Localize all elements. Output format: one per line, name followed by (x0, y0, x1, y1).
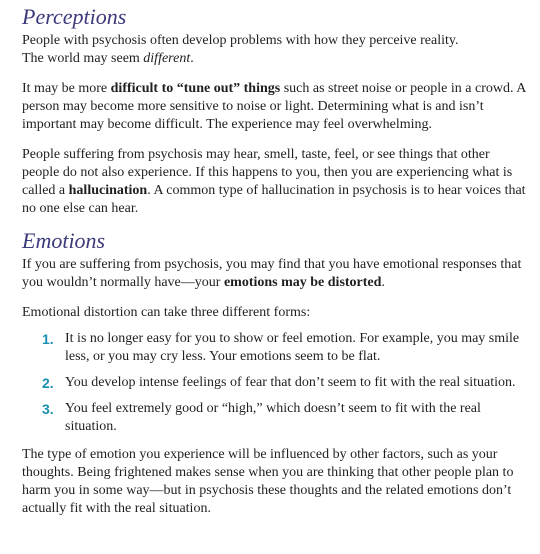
perceptions-p2-bold: difficult to “tune out” things (110, 81, 281, 96)
perceptions-p1-text-2: The world may seem (22, 51, 144, 66)
section-heading-emotions: Emotions (22, 228, 106, 253)
emotions-paragraph-2: Emotional distortion can take three different forms: (22, 305, 311, 320)
emotions-p1-text: If you are suffering from psychosis, you may find that you have emotional responses that you wouldn’t normally have—your (22, 257, 522, 290)
emotion-forms-list (22, 330, 526, 436)
perceptions-p1-emphasis: different (143, 51, 191, 66)
list-number: 1. (42, 331, 54, 347)
perceptions-paragraph-2 (22, 80, 526, 134)
perceptions-p1-text: People with psychosis often develop problems with how they perceive reality. (22, 33, 459, 48)
perceptions-p3-text-2: . A common type of hallucination in psychosis is to hear voices that no one else can hear. (22, 183, 526, 216)
list-item (42, 330, 526, 366)
list-item-text: It is no longer easy for you to show or feel emotion. For example, you may smile less, or you may cry less. Your emotions seem to be flat. (65, 331, 520, 364)
perceptions-p1-period: . (190, 51, 194, 66)
perceptions-p2-text-2: such as street noise or people in a crowd. A person may become more sensitive to noise or light. Determining what is and isn’t important may become difficult. The experience may feel overwhelming. (22, 81, 526, 132)
emotions-paragraph-3: The type of emotion you experience will be influenced by other factors, such as your thoughts. Being frightened makes sense when you are thinking that other people plan to harm you in some way—but in psychosis these thoughts and the related emotions don’t actually fit with the real situation. (22, 447, 514, 516)
list-number: 3. (42, 401, 54, 417)
list-item-text: You develop intense feelings of fear that don’t seem to fit with the real situation. (65, 375, 516, 390)
perceptions-paragraph-1 (22, 32, 526, 68)
list-item (42, 400, 526, 436)
section-heading-perceptions: Perceptions (22, 4, 127, 29)
list-item (42, 374, 526, 392)
list-number: 2. (42, 375, 54, 391)
emotions-p1-bold: emotions may be distorted (223, 275, 382, 290)
perceptions-p3-text: People suffering from psychosis may hear, smell, taste, feel, or see things that other people do not also experience. If this happens to you, then you are experiencing what is called a (22, 147, 513, 198)
emotions-p1-period: . (381, 275, 385, 290)
emotions-paragraph-1 (22, 256, 526, 292)
perceptions-paragraph-3 (22, 146, 526, 218)
list-item-text: You feel extremely good or “high,” which doesn’t seem to fit with the real situation. (65, 401, 481, 434)
perceptions-p3-bold: hallucination (68, 183, 148, 198)
perceptions-p2-text: It may be more (22, 81, 111, 96)
